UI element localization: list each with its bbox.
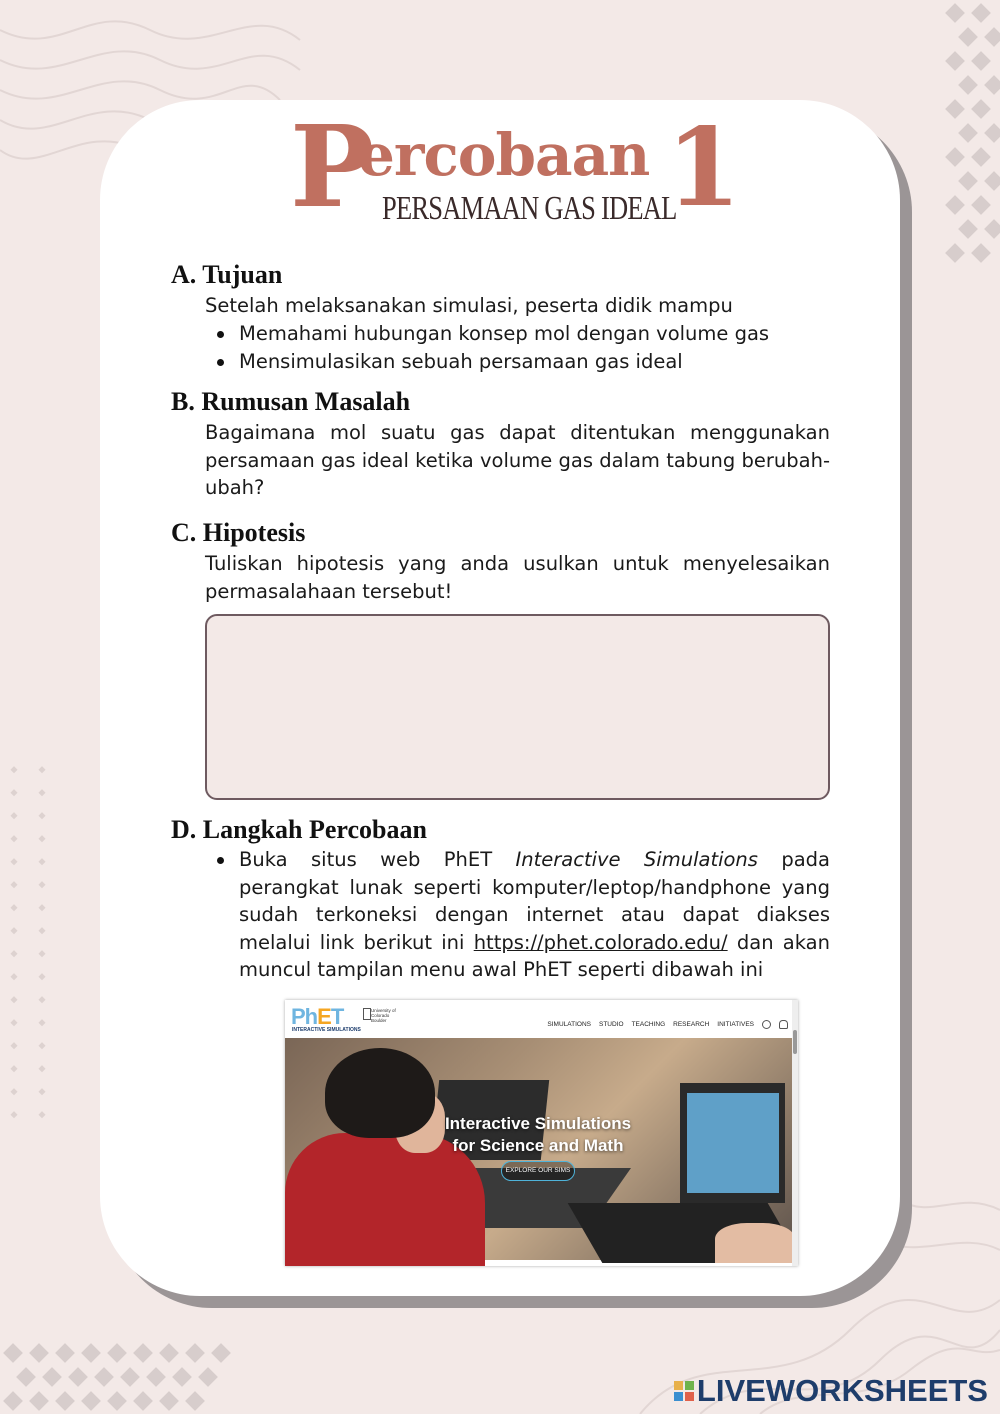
section-c-text: Tuliskan hipotesis yang anda usulkan untuk menyelesaikan permasalahaan tersebut! [205,552,830,603]
screenshot-scrollbar [792,1000,798,1266]
nav-teaching: TEACHING [631,1021,666,1028]
section-d-heading: D. Langkah Percobaan [171,815,427,844]
logo-part: E [317,1004,331,1029]
step-text-italic: Interactive Simulations [515,848,758,871]
hypothesis-input[interactable] [207,616,828,798]
section-b-text: Bagaimana mol suatu gas dapat ditentukan menggunakan persamaan gas ideal ketika volume gas dalam tabung berubah-ubah? [205,421,830,499]
step-text: Buka situs web PhET [239,848,516,871]
phet-hero-title [433,1113,643,1157]
phet-header [285,1000,798,1038]
hero-title-line: for Science and Math [452,1136,624,1155]
brand-text: LIVEWORKSHEETS [696,1373,988,1408]
nav-research: RESEARCH [673,1021,710,1028]
section-a-intro: Setelah melaksanakan simulasi, peserta didik mampu [205,294,733,317]
hero-title-line: Interactive Simulations [444,1114,632,1133]
logo-part: T [330,1004,344,1029]
title-number: 1 [666,105,742,231]
page-title [290,102,742,235]
explore-sims-button: EXPLORE OUR SIMS [501,1161,575,1181]
phet-link[interactable]: https://phet.colorado.edu/ [473,930,728,954]
phet-logo-subtitle: INTERACTIVE SIMULATIONS [292,1027,361,1033]
user-icon [779,1020,788,1029]
list-item: Mensimulasikan sebuah persamaan gas ideal [205,348,830,376]
nav-simulations: SIMULATIONS [547,1021,591,1028]
title-initial: P [290,102,375,233]
liveworksheets-icon [674,1381,694,1401]
title-word: ercobaan [358,121,650,189]
hand-shape [715,1223,795,1263]
logo-part: Ph [291,1004,318,1029]
section-b-heading: B. Rumusan Masalah [171,387,411,416]
nav-studio: STUDIO [599,1021,624,1028]
hypothesis-answer-box[interactable] [205,614,830,800]
nav-initiatives: INITIATIVES [717,1021,754,1028]
section-a-bullets [205,320,830,375]
liveworksheets-logo [674,1373,988,1409]
section-a-heading: A. Tujuan [171,260,283,289]
search-icon [762,1020,771,1029]
university-logo: University of Colorado Boulder [363,1008,399,1023]
step-text: dan akan muncul tampilan menu awal PhET seperti dibawah ini [239,930,830,981]
laptop-screen [687,1093,779,1193]
section-c-heading: C. Hipotesis [171,518,306,547]
phet-screenshot [285,1000,798,1266]
child-shape [325,1048,435,1138]
list-item: Memahami hubungan konsep mol dengan volume gas [205,320,830,348]
phet-nav [547,1020,788,1029]
list-item [205,846,830,984]
page-subtitle: PERSAMAAN GAS IDEAL [382,190,677,227]
section-d-steps [205,846,830,984]
step-text: pada perangkat lunak seperti komputer/leptop/handphone yang sudah terkoneksi dengan internet atau dapat diakses melalui link berikut ini [239,848,830,954]
phet-hero-image [285,1038,792,1260]
